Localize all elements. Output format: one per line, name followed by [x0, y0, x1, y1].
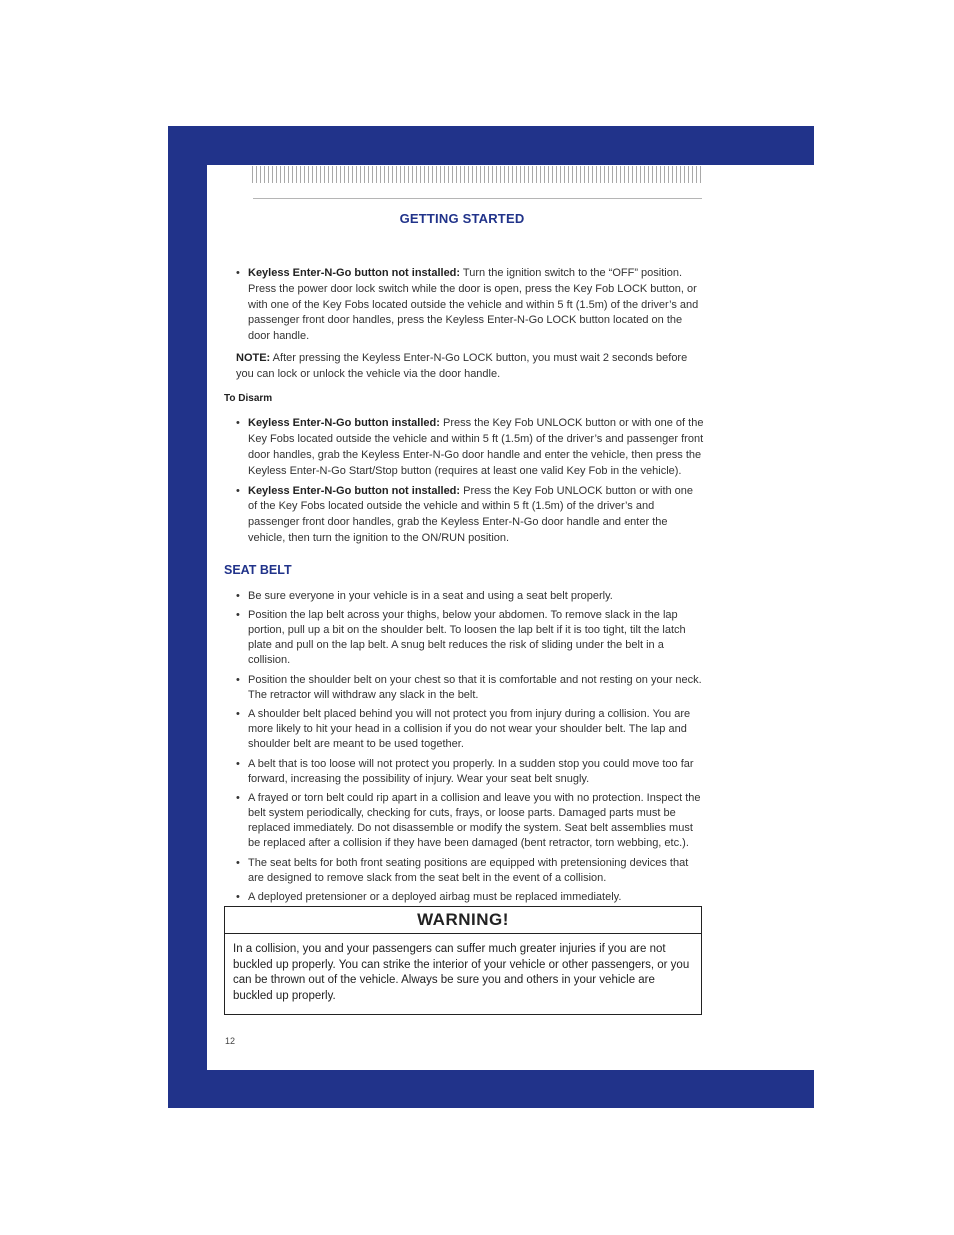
- list-item: • A shoulder belt placed behind you will not protect you from injury during a collision. You are more likely to hit your head in a collision if you do not wear your shoulder belt. The lap and shoulder belt are meant to be used together.: [224, 707, 704, 752]
- header-ruler: [252, 166, 704, 183]
- warning-box: [224, 906, 702, 1015]
- bullet-lead: Keyless Enter-N-Go button not installed:: [248, 484, 461, 497]
- note-paragraph: [236, 351, 704, 383]
- list-item: • Position the lap belt across your thighs, below your abdomen. To remove slack in the lap portion, pull up a bit on the shoulder belt. To loosen the lap belt if it is too tight, tilt the latch plate and pull on the lap belt. A snug belt reduces the risk of sliding under the belt in a collision.: [224, 608, 704, 668]
- disarm-heading: To Disarm: [224, 392, 273, 404]
- list-item: • A frayed or torn belt could rip apart in a collision and leave you with no protection. Inspect the belt system periodically, checking for cuts, frays, or loose parts. Damaged parts must be replaced immediately. Do not disassemble or modify the system. Seat belt assemblies must be replaced after a collision if they have been damaged (bent retractor, torn webbing, etc.).: [224, 791, 704, 851]
- note-text: After pressing the Keyless Enter-N-Go LOCK button, you must wait 2 seconds before you can lock or unlock the vehicle via the door handle.: [236, 351, 688, 380]
- note-label: NOTE:: [236, 351, 271, 364]
- bullet-text: Press the Key Fob UNLOCK button or with one of the Key Fobs located outside the vehicle and within 5 ft (1.5m) of the driver’s and passenger front door handles, grab the Keyless Enter-N-Go door handle and enter the vehicle, then turn the ignition to the ON/RUN position.: [248, 484, 694, 544]
- bullet-lead: Keyless Enter-N-Go button installed:: [248, 417, 440, 430]
- bullet-text: Turn the ignition switch to the “OFF” position. Press the power door lock switch while the door is open, press the Key Fob LOCK button, or with one of the Key Fobs located outside the vehicle and within 5 ft (1.5m) of the driver’s and passenger front door handles, press the Keyless Enter-N-Go LOCK button located on the door handle.: [248, 267, 699, 343]
- warning-title: WARNING!: [225, 907, 701, 934]
- arm-bullet-list: [224, 266, 704, 345]
- header-divider: [253, 198, 702, 199]
- disarm-bullet-list: [224, 416, 704, 546]
- list-item: • A deployed pretensioner or a deployed airbag must be replaced immediately.: [224, 890, 704, 905]
- seat-belt-bullet-list: [224, 589, 704, 906]
- seat-belt-heading: SEAT BELT: [224, 562, 292, 577]
- list-item: • Be sure everyone in your vehicle is in a seat and using a seat belt properly.: [224, 589, 704, 604]
- page-header-title: GETTING STARTED: [399, 211, 525, 226]
- main-content: [224, 266, 704, 910]
- list-item: • The seat belts for both front seating positions are equipped with pretensioning devices that are designed to remove slack from the seat belt in the event of a collision.: [224, 856, 704, 886]
- list-item: • Position the shoulder belt on your chest so that it is comfortable and not resting on your neck. The retractor will withdraw any slack in the belt.: [224, 673, 704, 703]
- list-item: • A belt that is too loose will not protect you properly. In a sudden stop you could move too far forward, increasing the possibility of injury. Wear your seat belt snugly.: [224, 757, 704, 787]
- bullet-lead: Keyless Enter-N-Go button not installed:: [248, 267, 461, 279]
- warning-text: In a collision, you and your passengers can suffer much greater injuries if you are not buckled up properly. You can strike the interior of your vehicle or other passengers, or you can be thrown out of the vehicle. Always be sure you and others in your vehicle are buckled up properly.: [233, 943, 690, 1002]
- list-item: [224, 484, 704, 547]
- list-item: [224, 416, 704, 479]
- bullet-text: Press the Key Fob UNLOCK button or with one of the Key Fobs located outside the vehicle and within 5 ft (1.5m) of the driver’s and passenger front door handles, grab the Keyless Enter-N-Go door handle and enter the vehicle, then press the Keyless Enter-N-Go Start/Stop button (requires at least one valid Key Fob in the vehicle).: [248, 417, 704, 477]
- list-item: [224, 266, 704, 345]
- page-number: 12: [225, 1036, 236, 1046]
